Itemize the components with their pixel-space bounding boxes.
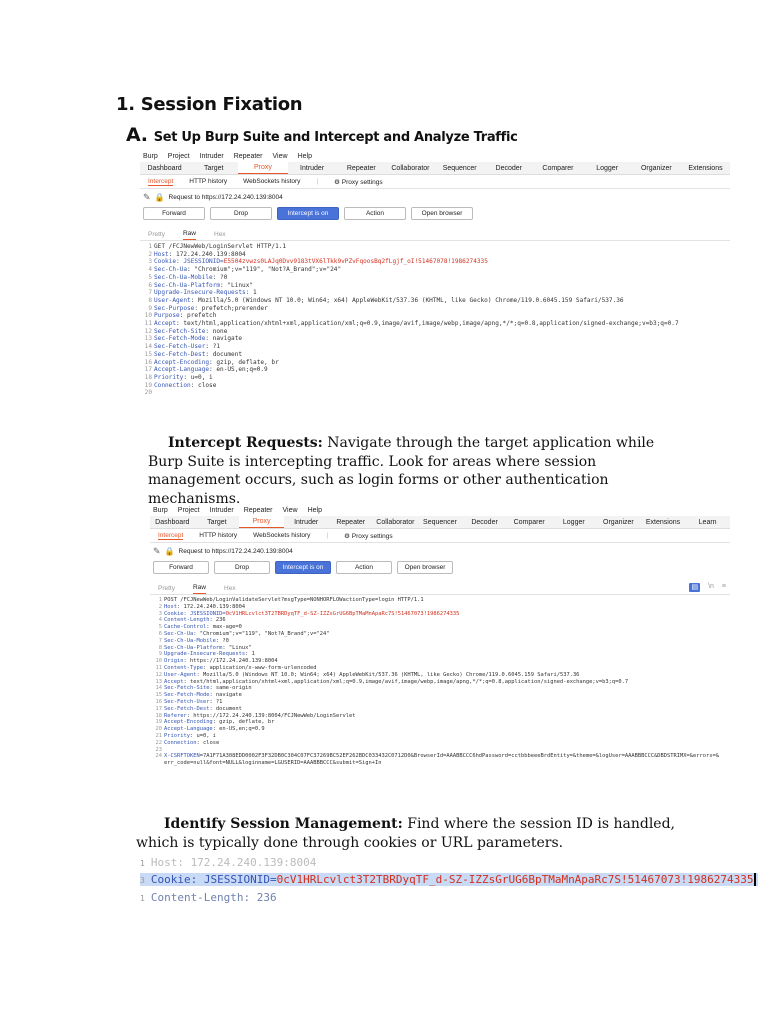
cookie-zoom-crop: [140, 856, 754, 904]
zoom-cookie-name: Cookie: [150, 873, 191, 886]
line-number: 17: [155, 705, 162, 712]
header-value: : u=0, i: [189, 732, 216, 739]
header-name: Sec-Purpose: [154, 304, 195, 312]
request-line: [142, 258, 730, 266]
view-tab-raw[interactable]: Raw: [183, 230, 196, 240]
menu-project[interactable]: Project: [167, 152, 190, 160]
line-number: 16: [155, 698, 162, 705]
header-value: : same-origin: [209, 685, 252, 692]
tool-tabs: [150, 516, 730, 529]
line-number: 15: [144, 350, 152, 358]
line-number: 17: [144, 366, 152, 374]
header-value: : Mozilla/5.0 (Windows NT 10.0; Win64; x64) AppleWebKit/537.36 (KHTML, like Gecko) Chrome/119.0.6045.159 Safari/537.36: [196, 671, 580, 678]
request-line: [152, 672, 730, 679]
zoom-prev-line: 1 Host: 172.24.240.139:8004: [140, 856, 317, 869]
line-number: 1: [158, 597, 162, 603]
header-name: Connection: [154, 381, 191, 389]
drop-button[interactable]: Drop: [210, 207, 272, 220]
line-number: 21: [155, 732, 162, 739]
line-number: 11: [155, 664, 162, 671]
header-value: : ?1: [205, 343, 221, 351]
forward-button[interactable]: Forward: [153, 561, 209, 574]
menu-bar: [140, 150, 730, 162]
open-browser-button[interactable]: Open browser: [411, 207, 473, 220]
request-target-line: [140, 189, 730, 205]
header-name: Accept-Encoding: [154, 358, 210, 366]
header-value: : "Chromium";v="119", "Not?A_Brand";v="24": [193, 630, 330, 637]
identify-session-label: Identify Session Management:: [164, 816, 403, 832]
menu-view[interactable]: View: [282, 506, 298, 514]
tab-comparer[interactable]: Comparer: [542, 164, 574, 172]
menu-view[interactable]: View: [272, 152, 288, 160]
request-line: [152, 665, 730, 672]
line-number: 19: [144, 381, 152, 389]
request-line: [152, 699, 730, 706]
cookie-value: E5504zvwzs0LAJq0Dvv9183tVX6lTkk9vPZvFqoosBq2fLgjf_oI!51467078!1986274335: [223, 258, 488, 266]
request-line: [152, 733, 730, 740]
subtab-websockets-history[interactable]: WebSockets history: [253, 532, 311, 539]
line-number: 16: [144, 358, 152, 366]
menu-bar: [150, 504, 730, 516]
subtab-divider: |: [326, 532, 329, 539]
subtab-http-history[interactable]: HTTP history: [189, 178, 228, 185]
header-value: : "Linux": [222, 644, 252, 651]
tab-target[interactable]: Target: [204, 164, 224, 172]
line-number: 6: [158, 630, 162, 637]
tab-repeater[interactable]: Repeater: [346, 164, 376, 172]
header-name: Priority: [164, 732, 190, 739]
line-number: 3: [148, 258, 152, 266]
request-line: [152, 740, 730, 747]
header-value: : 1: [245, 289, 257, 297]
header-value: : gzip, deflate, br: [212, 719, 275, 726]
tab-repeater[interactable]: Repeater: [336, 518, 366, 526]
settings-gear-icon: ⚙: [344, 532, 350, 540]
line-number: 23: [155, 746, 162, 753]
header-value: : Mozilla/5.0 (Windows NT 10.0; Win64; x64) AppleWebKit/537.36 (KHTML, like Gecko) Chrome/119.0.6045.159 Safari/537.36: [190, 296, 624, 304]
proxy-subtabs: [140, 175, 730, 189]
request-line: [152, 726, 730, 733]
burp-screenshot-2: [150, 504, 730, 804]
header-name: Sec-Ch-Ua-Platform: [164, 644, 223, 651]
zoom-cookie-key: : JSESSIONID=: [190, 873, 277, 886]
request-target: Request to https://172.24.240.139:8004: [168, 193, 283, 201]
line-number: 13: [155, 678, 162, 685]
line-number: 19: [155, 719, 162, 726]
request-line: [142, 335, 730, 343]
line-number: 4: [148, 266, 152, 274]
header-value: : prefetch;prerender: [194, 304, 268, 312]
line-number: 10: [144, 312, 152, 320]
proxy-settings-label: Proxy settings: [341, 178, 383, 186]
tab-target[interactable]: Target: [207, 518, 227, 526]
action-button[interactable]: Action: [336, 561, 392, 574]
header-value: err_code=null&font=NULL&loginname=LGUSERID=AAABBBCCC&submit=Sign+In: [164, 760, 382, 767]
header-value: : prefetch: [179, 312, 217, 320]
request-line: [142, 343, 730, 351]
identify-session-text: Find where the session ID is handled, which is typically done through cookies or URL parameters.: [136, 816, 675, 851]
header-name: Sec-Fetch-Mode: [164, 692, 210, 699]
tab-collaborator[interactable]: Collaborator: [391, 164, 430, 172]
header-value: : en-US,en;q=0.9: [212, 726, 265, 733]
request-editor[interactable]: [150, 595, 730, 767]
request-line: [152, 658, 730, 665]
header-name: User-Agent: [154, 296, 191, 304]
line-number: 18: [144, 373, 152, 381]
intercept-toggle-button[interactable]: Intercept is on: [275, 561, 331, 574]
line-number: 8: [148, 296, 152, 304]
header-name: Accept: [164, 678, 184, 685]
line-number: 20: [144, 389, 152, 397]
message-view-tabs: [150, 579, 730, 595]
line-number: 2: [148, 250, 152, 258]
subsection-letter: A.: [126, 124, 148, 146]
request-line: [142, 289, 730, 297]
header-name: Priority: [154, 373, 184, 381]
menu-repeater[interactable]: Repeater: [243, 506, 273, 514]
header-name: Accept: [154, 320, 177, 328]
request-line: [152, 597, 730, 604]
open-browser-button[interactable]: Open browser: [397, 561, 453, 574]
view-tab-raw[interactable]: Raw: [193, 584, 206, 594]
request-target: Request to https://172.24.240.139:8004: [178, 547, 293, 555]
line-number: 5: [158, 624, 162, 631]
header-name: Sec-Fetch-Dest: [154, 350, 206, 358]
header-name: Upgrade-Insecure-Requests: [164, 651, 246, 658]
header-value: : JSESSIONID=: [176, 258, 224, 266]
view-options: [689, 583, 726, 592]
line-number: 12: [155, 671, 162, 678]
tab-collaborator[interactable]: Collaborator: [376, 518, 415, 526]
request-line: [142, 266, 730, 274]
header-name: Sec-Fetch-User: [154, 343, 206, 351]
request-line: [152, 638, 730, 645]
header-value: : u=0, i: [183, 373, 213, 381]
request-line: [142, 274, 730, 282]
header-name: X-CSRFTOKEN: [164, 753, 200, 760]
subtab-intercept[interactable]: Intercept: [148, 177, 174, 185]
menu-intruder[interactable]: Intruder: [209, 506, 234, 514]
identify-session-paragraph: [136, 815, 676, 852]
line-number: 14: [155, 685, 162, 692]
intercept-requests-text: Navigate through the target application while Burp Suite is intercepting traffic. Look for areas where session management occurs, such as login forms or other authentication mechanisms.: [148, 435, 655, 507]
zoom-next-text: Content-Length: 236: [150, 891, 277, 904]
header-name: Sec-Ch-Ua-Platform: [154, 281, 221, 289]
tab-intruder[interactable]: Intruder: [300, 164, 325, 172]
request-line: [152, 645, 730, 652]
header-value: : 1: [245, 651, 255, 658]
request-line: [152, 631, 730, 638]
subtab-intercept[interactable]: Intercept: [158, 531, 184, 539]
line-number: 9: [158, 651, 162, 658]
intercept-requests-label: Intercept Requests:: [168, 435, 323, 451]
header-name: Referer: [164, 712, 187, 719]
menu-intruder[interactable]: Intruder: [199, 152, 224, 160]
header-value: : ?0: [212, 273, 228, 281]
request-line: [142, 305, 730, 313]
header-value: POST /FCJNewWeb/LoginValidateServlet?msgType=NONHORFLOWactionType=login HTTP/1.1: [164, 597, 424, 603]
subsection-heading: [126, 124, 518, 146]
header-name: Cache-Control: [164, 624, 207, 631]
header-name: Connection: [164, 739, 197, 746]
tool-tabs: [140, 162, 730, 175]
tab-extensions[interactable]: Extensions: [688, 164, 723, 172]
line-number: 7: [158, 637, 162, 644]
header-name: Sec-Fetch-Dest: [164, 705, 210, 712]
header-name: Sec-Ch-Ua: [164, 630, 194, 637]
header-value: : 236: [209, 617, 226, 624]
menu-burp[interactable]: Burp: [143, 152, 158, 160]
header-value: : close: [196, 739, 220, 746]
tab-dashboard[interactable]: Dashboard: [147, 164, 182, 172]
line-number: 22: [155, 739, 162, 746]
tab-comparer[interactable]: Comparer: [513, 518, 545, 526]
proxy-settings-label: Proxy settings: [351, 532, 393, 540]
line-number: 2: [158, 603, 162, 610]
header-name: Sec-Ch-Ua-Mobile: [154, 273, 213, 281]
tab-sequencer[interactable]: Sequencer: [442, 164, 477, 172]
intercept-buttons: [150, 559, 730, 575]
request-line: [152, 624, 730, 631]
header-value: : document: [205, 350, 243, 358]
section-heading: 1. Session Fixation: [116, 94, 303, 115]
request-line: [142, 374, 730, 382]
forward-button[interactable]: Forward: [143, 207, 205, 220]
subtab-websockets-history[interactable]: WebSockets history: [243, 178, 301, 185]
header-name: Host: [154, 250, 169, 258]
request-line: [152, 685, 730, 692]
header-value: : none: [205, 327, 228, 335]
request-line: [142, 320, 730, 328]
zoom-cookie-value: 0cV1HRLcvlct3T2TBRDyqTF_d-SZ-IZZsGrUG6BpTMaMnApaRc7S!51467073!1986274335: [276, 873, 754, 886]
tab-sequencer[interactable]: Sequencer: [423, 518, 457, 526]
header-name: Sec-Ch-Ua: [154, 266, 188, 274]
request-line: [142, 389, 730, 397]
header-name: Sec-Fetch-User: [164, 698, 210, 705]
header-name: Sec-Ch-Ua-Mobile: [164, 637, 216, 644]
line-number: 11: [144, 320, 152, 328]
header-value: : ?1: [209, 698, 223, 705]
line-number: 18: [155, 712, 162, 719]
line-number: 3: [158, 610, 162, 617]
tab-organizer[interactable]: Organizer: [603, 518, 634, 526]
action-button[interactable]: Action: [344, 207, 406, 220]
request-editor[interactable]: [140, 241, 730, 397]
request-line: [142, 312, 730, 320]
header-value: : navigate: [209, 692, 242, 699]
header-value: : document: [209, 705, 242, 712]
menu-icon[interactable]: ≡: [721, 583, 726, 590]
header-value: : https://172.24.240.139:8004/FCJNewWeb/LoginServlet: [186, 712, 356, 719]
request-line: [142, 243, 730, 251]
lock-icon: 🔒: [164, 546, 175, 556]
tab-proxy[interactable]: Proxy: [238, 162, 287, 174]
tab-dashboard[interactable]: Dashboard: [155, 518, 190, 526]
newline-toggle-icon[interactable]: \n: [708, 583, 714, 590]
intercept-requests-paragraph: [148, 434, 668, 508]
line-number: 24: [155, 753, 162, 760]
request-line: [142, 297, 730, 305]
header-name: User-Agent: [164, 671, 197, 678]
view-tab-hex[interactable]: Hex: [224, 585, 236, 592]
message-view-tabs: [140, 225, 730, 241]
tab-logger[interactable]: Logger: [596, 164, 619, 172]
menu-project[interactable]: Project: [177, 506, 200, 514]
header-name: Content-Type: [164, 664, 203, 671]
tab-decoder[interactable]: Decoder: [471, 518, 498, 526]
proxy-settings-link[interactable]: [344, 532, 392, 540]
header-value: : 172.24.240.139:8004: [168, 250, 246, 258]
header-name: Accept-Language: [154, 366, 210, 374]
header-value: : "Linux": [220, 281, 254, 289]
request-line: [142, 359, 730, 367]
request-line: [152, 692, 730, 699]
proxy-settings-link[interactable]: [334, 178, 382, 186]
zoom-next-line: 1 Content-Length: 236: [140, 891, 277, 904]
header-value: : https://172.24.240.139:8004: [183, 658, 278, 665]
header-value: : ?0: [215, 637, 229, 644]
header-value: : "Chromium";v="119", "Not?A_Brand";v="24": [187, 266, 342, 274]
request-line: [142, 328, 730, 336]
header-value: : max-age=0: [206, 624, 242, 631]
header-name: Accept-Language: [164, 726, 213, 733]
line-number: 10: [155, 658, 162, 665]
header-name: Upgrade-Insecure-Requests: [154, 289, 246, 297]
line-number: 6: [148, 281, 152, 289]
drop-button[interactable]: Drop: [214, 561, 270, 574]
tab-decoder[interactable]: Decoder: [495, 164, 523, 172]
header-name: Cookie: [154, 258, 177, 266]
request-line: [152, 679, 730, 686]
menu-help[interactable]: Help: [297, 152, 312, 160]
request-line: [152, 760, 730, 767]
request-line: [142, 282, 730, 290]
line-number: 8: [158, 644, 162, 651]
header-value: : application/x-www-form-urlencoded: [202, 664, 317, 671]
line-number: 4: [158, 617, 162, 624]
pencil-icon[interactable]: ✎: [143, 191, 151, 202]
zoom-prev-text: Host: 172.24.240.139:8004: [150, 856, 317, 869]
header-value: : navigate: [205, 335, 243, 343]
line-number: 1: [148, 243, 152, 250]
zoom-cookie-line[interactable]: 3 Cookie: JSESSIONID=0cV1HRLcvlct3T2TBRDyqTF_d-SZ-IZZsGrUG6BpTMaMnApaRc7S!51467073!1986274335: [140, 873, 758, 886]
view-tab-pretty[interactable]: Pretty: [158, 585, 175, 592]
request-line: [142, 382, 730, 390]
line-number: 9: [148, 304, 152, 312]
request-line: [152, 747, 730, 754]
header-value: : en-US,en;q=0.9: [209, 366, 268, 374]
tab-organizer[interactable]: Organizer: [640, 164, 672, 172]
header-value: : JSESSIONID=: [183, 610, 226, 617]
header-name: Accept-Encoding: [164, 719, 213, 726]
header-value: : text/html,application/xhtml+xml,application/xml;q=0.9,image/avif,image/webp,image/apng,*/*;q=0.8,application/signed-exchange;v=b3;q=0.7: [176, 320, 679, 328]
inspector-icon[interactable]: ▤: [691, 584, 699, 591]
request-line: [152, 713, 730, 720]
pencil-icon[interactable]: ✎: [153, 545, 161, 556]
intercept-buttons: [140, 205, 730, 221]
subtab-divider: |: [316, 178, 319, 185]
burp-screenshot-1: [140, 150, 730, 430]
tab-extensions[interactable]: Extensions: [645, 518, 681, 526]
menu-help[interactable]: Help: [307, 506, 322, 514]
request-line: [142, 366, 730, 374]
menu-repeater[interactable]: Repeater: [233, 152, 263, 160]
request-line: [152, 611, 730, 618]
header-value: GET /FCJNewWeb/LoginServlet HTTP/1.1: [154, 243, 287, 250]
header-value: : 172.24.240.139:8004: [176, 603, 246, 610]
header-name: Cookie: [164, 610, 184, 617]
line-number: 7: [148, 289, 152, 297]
cookie-value: 0cV1HRLcvlct3T2TBRDyqTF_d-SZ-IZZsGrUG6BpTMaMnApaRc7S!51467073!1986274335: [225, 610, 460, 617]
menu-burp[interactable]: Burp: [153, 506, 168, 514]
header-name: Sec-Fetch-Site: [164, 685, 210, 692]
header-name: Content-Length: [164, 617, 210, 624]
tab-logger[interactable]: Logger: [562, 518, 585, 526]
lock-icon: 🔒: [154, 192, 165, 202]
request-line: [152, 706, 730, 713]
line-number: 15: [155, 692, 162, 699]
request-line: [142, 251, 730, 259]
header-name: Host: [164, 603, 177, 610]
settings-gear-icon: ⚙: [334, 178, 340, 186]
request-line: [152, 719, 730, 726]
subsection-title: Set Up Burp Suite and Intercept and Analyze Traffic: [153, 130, 518, 145]
line-number: 20: [155, 726, 162, 733]
request-line: [152, 604, 730, 611]
intercept-toggle-button[interactable]: Intercept is on: [277, 207, 339, 220]
header-value: =7A1F71A308EDD0002F3F32DB0C304C07FC37269BC52EF262BDC033432C0712D0&BrowserId=AAABBCCC6hdPassword=cctbbbeeeBrdEntity=&theme=&logUser=AAABBBCCC&DBDSTRIMX=&errors=&: [199, 753, 719, 760]
request-line: [152, 753, 730, 760]
request-line: [152, 617, 730, 624]
line-number: 13: [144, 335, 152, 343]
line-number: 12: [144, 327, 152, 335]
tab-learn[interactable]: Learn: [698, 518, 717, 526]
view-tab-hex[interactable]: Hex: [214, 231, 226, 238]
header-name: Purpose: [154, 312, 180, 320]
header-name: Origin: [164, 658, 184, 665]
request-line: [142, 351, 730, 359]
view-tab-pretty[interactable]: Pretty: [148, 231, 165, 238]
header-value: : gzip, deflate, br: [209, 358, 279, 366]
subtab-http-history[interactable]: HTTP history: [199, 532, 238, 539]
header-value: : close: [190, 381, 217, 389]
line-number: 5: [148, 273, 152, 281]
tab-intruder[interactable]: Intruder: [294, 518, 319, 526]
proxy-subtabs: [150, 529, 730, 543]
request-line: [152, 651, 730, 658]
tab-proxy[interactable]: Proxy: [239, 516, 284, 528]
request-target-line: [150, 543, 730, 559]
line-number: 14: [144, 343, 152, 351]
header-value: : text/html,application/xhtml+xml,application/xml;q=0.9,image/avif,image/webp,image/apng,*/*;q=0.8,application/signed-exchange;v=b3;q=0.7: [183, 678, 629, 685]
header-name: Sec-Fetch-Mode: [154, 335, 206, 343]
header-name: Sec-Fetch-Site: [154, 327, 206, 335]
